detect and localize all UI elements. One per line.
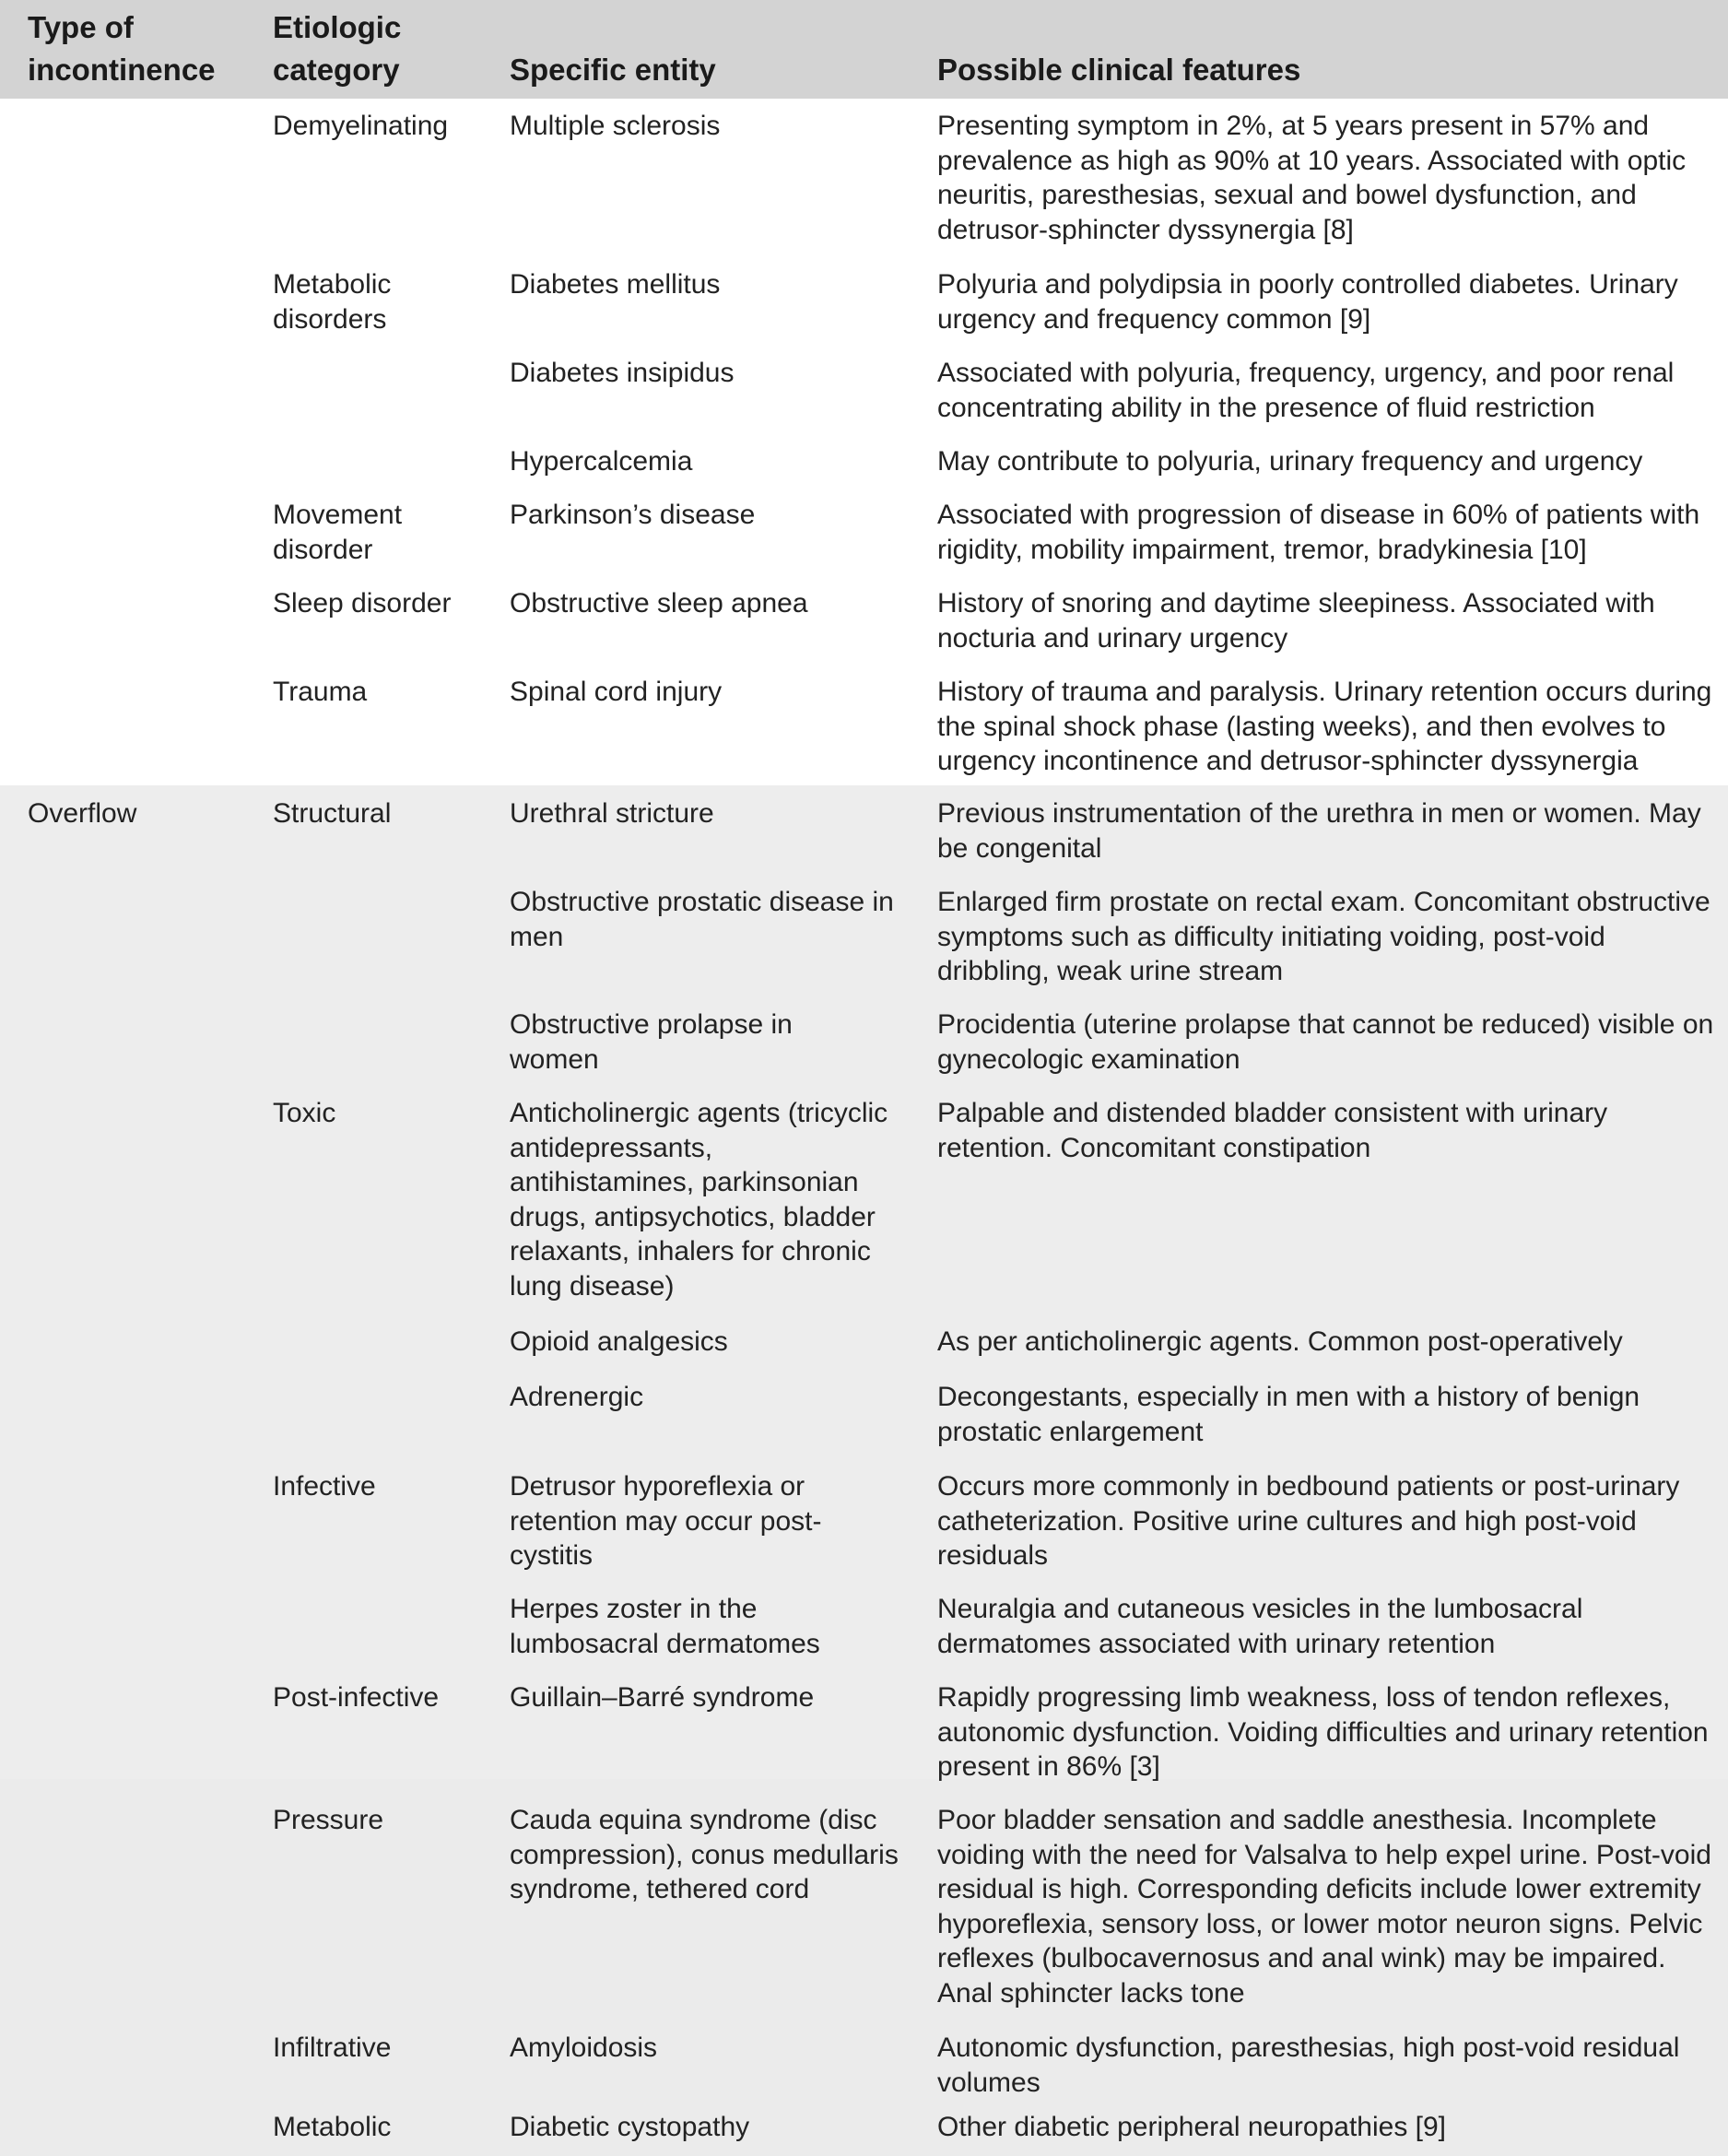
- table-cell-features: Neuralgia and cutaneous vesicles in the lumbosacral dermatomes associated with urinary retention: [937, 1594, 1583, 1659]
- table-cell-type: Overflow: [28, 798, 137, 829]
- table-cell-features: Decongestants, especially in men with a history of benign prostatic enlargement: [937, 1382, 1640, 1447]
- table-cell-entity: Diabetic cystopathy: [510, 2112, 750, 2142]
- table-cell-category: Movement disorder: [273, 500, 403, 565]
- table-cell-features: Presenting symptom in 2%, at 5 years present in 57% and prevalence as high as 90% at 10 years. Associated with optic neuritis, paresthesias, sexual and bowel dysfunction, and detrusor-sphincter dyssynergia [8]: [937, 111, 1687, 245]
- table-cell-features: History of snoring and daytime sleepiness. Associated with nocturia and urinary urgency: [937, 588, 1655, 654]
- table-cell-features: Procidentia (uterine prolapse that cannot be reduced) visible on gynecologic examination: [937, 1009, 1714, 1075]
- table-cell-category: Metabolic disorders: [273, 269, 392, 335]
- table-cell-features: Occurs more commonly in bedbound patients or post-urinary catheterization. Positive urine cultures and high post-void residuals: [937, 1471, 1680, 1571]
- table-cell-category: Infective: [273, 1471, 376, 1502]
- table-cell-entity: Cauda equina syndrome (disc compression), conus medullaris syndrome, tethered cord: [510, 1805, 899, 1904]
- table-cell-entity: Diabetes insipidus: [510, 358, 735, 388]
- table-cell-entity: Hypercalcemia: [510, 446, 693, 477]
- table-cell-entity: Amyloidosis: [510, 2032, 658, 2063]
- table-cell-entity: Obstructive sleep apnea: [510, 588, 808, 619]
- table-cell-category: Infiltrative: [273, 2032, 392, 2063]
- table-cell-features: Polyuria and polydipsia in poorly controlled diabetes. Urinary urgency and frequency common [9]: [937, 269, 1678, 335]
- table-cell-entity: Diabetes mellitus: [510, 269, 721, 300]
- table-cell-category: Post-infective: [273, 1682, 440, 1713]
- table-cell-entity: Opioid analgesics: [510, 1326, 728, 1357]
- table-cell-entity: Herpes zoster in the lumbosacral dermatomes: [510, 1594, 820, 1659]
- table-cell-entity: Multiple sclerosis: [510, 111, 721, 141]
- header-features: Possible clinical features: [937, 53, 1301, 87]
- table-cell-features: Palpable and distended bladder consistent with urinary retention. Concomitant constipation: [937, 1098, 1608, 1163]
- table-cell-features: May contribute to polyuria, urinary frequency and urgency: [937, 446, 1643, 477]
- table-cell-category: Demyelinating: [273, 111, 449, 141]
- header-type: Type of incontinence: [28, 10, 216, 87]
- table-cell-features: Other diabetic peripheral neuropathies [9]: [937, 2112, 1447, 2142]
- table-cell-features: Enlarged firm prostate on rectal exam. Concomitant obstructive symptoms such as difficulty initiating voiding, post-void dribbling, weak urine stream: [937, 887, 1710, 986]
- table-cell-entity: Detrusor hyporeflexia or retention may occur post-cystitis: [510, 1471, 822, 1571]
- table-cell-entity: Spinal cord injury: [510, 677, 723, 707]
- table-cell-category: Trauma: [273, 677, 368, 707]
- table-cell-features: History of trauma and paralysis. Urinary retention occurs during the spinal shock phase (lasting weeks), and then evolves to urgency incontinence and detrusor-sphincter dyssynergia: [937, 677, 1712, 776]
- header-entity: Specific entity: [510, 53, 716, 87]
- table-cell-entity: Urethral stricture: [510, 798, 714, 829]
- table-cell-category: Pressure: [273, 1805, 384, 1835]
- table-cell-features: Previous instrumentation of the urethra in men or women. May be congenital: [937, 798, 1701, 864]
- table-cell-entity: Anticholinergic agents (tricyclic antidepressants, antihistamines, parkinsonian drugs, antipsychotics, bladder relaxants, inhalers for chronic lung disease): [510, 1098, 888, 1302]
- table-cell-features: Associated with polyuria, frequency, urgency, and poor renal concentrating ability in the presence of fluid restriction: [937, 358, 1675, 423]
- table-cell-features: As per anticholinergic agents. Common post-operatively: [937, 1326, 1623, 1357]
- table-cell-features: Autonomic dysfunction, paresthesias, high post-void residual volumes: [937, 2032, 1680, 2098]
- table-cell-entity: Obstructive prolapse in women: [510, 1009, 793, 1075]
- table-cell-features: Associated with progression of disease in 60% of patients with rigidity, mobility impairment, tremor, bradykinesia [10]: [937, 500, 1700, 565]
- table-cell-entity: Obstructive prostatic disease in men: [510, 887, 894, 952]
- table-cell-category: Structural: [273, 798, 392, 829]
- table-cell-entity: Adrenergic: [510, 1382, 644, 1412]
- table-cell-category: Toxic: [273, 1098, 336, 1128]
- table-cell-features: Rapidly progressing limb weakness, loss of tendon reflexes, autonomic dysfunction. Voiding difficulties and urinary retention present in 86% [3]: [937, 1682, 1709, 1782]
- header-category: Etiologic category: [273, 10, 402, 87]
- table-cell-features: Poor bladder sensation and saddle anesthesia. Incomplete voiding with the need for Valsalva to help expel urine. Post-void residual is high. Corresponding deficits include lower extremity hyporeflexia, sensory loss, or lower motor neuron signs. Pelvic reflexes (bulbocavernosus and anal wink) may be impaired. Anal sphincter lacks tone: [937, 1805, 1711, 2009]
- table-cell-entity: Parkinson’s disease: [510, 500, 756, 530]
- table-cell-entity: Guillain–Barré syndrome: [510, 1682, 815, 1713]
- table-cell-category: Metabolic: [273, 2112, 392, 2142]
- table-header: [0, 0, 1728, 99]
- table-cell-category: Sleep disorder: [273, 588, 452, 619]
